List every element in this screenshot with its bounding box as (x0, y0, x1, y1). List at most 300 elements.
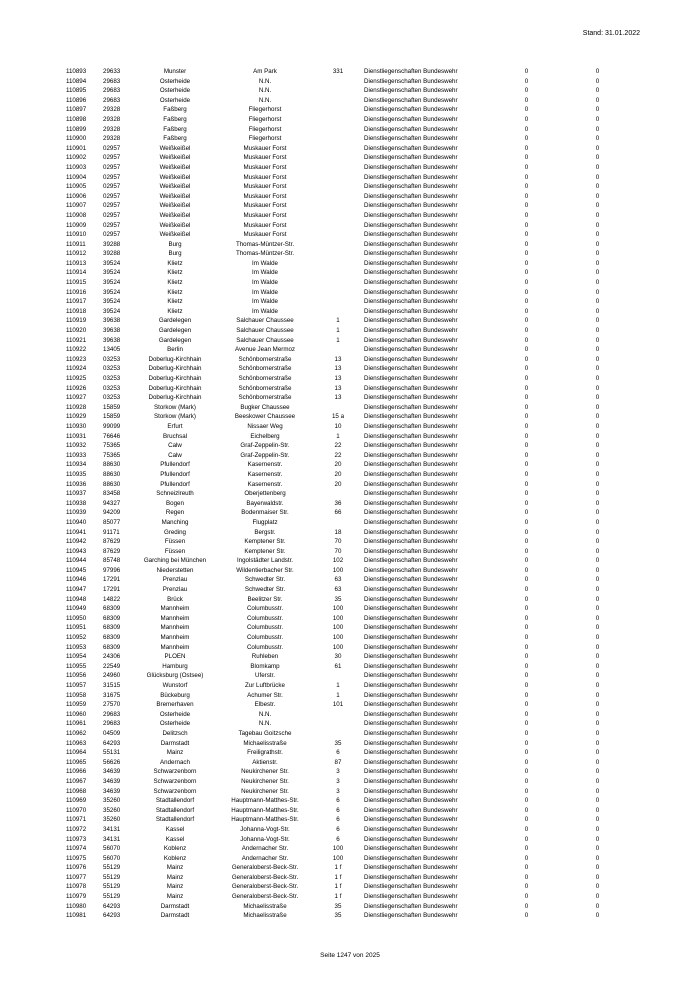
row-id-cell: 110913 (66, 259, 87, 267)
row-id-cell: 110911 (66, 240, 86, 248)
street-cell: Thomas-Müntzer-Str. (235, 240, 295, 248)
house-number-cell: 3 (336, 777, 340, 785)
table-row (63, 249, 633, 259)
postal-code-cell: 56626 (103, 758, 121, 766)
city-cell: Doberlug-Kirchhain (148, 365, 202, 373)
city-cell: Storkow (Mark) (154, 413, 196, 421)
house-number-cell: 100 (332, 854, 344, 862)
value-b-cell: 0 (595, 768, 600, 776)
postal-code-cell: 39524 (103, 259, 121, 267)
city-cell: Doberlug-Kirchhain (148, 375, 202, 382)
city-cell: Bruchsal (162, 432, 188, 440)
value-b-cell: 0 (595, 806, 600, 814)
row-id-cell: 110935 (66, 470, 87, 478)
city-cell: Brück (167, 595, 183, 603)
row-id-cell: 110965 (66, 758, 87, 766)
city-cell: Schwarzenborn (153, 768, 197, 776)
postal-code-cell: 64293 (103, 912, 121, 920)
table-row (63, 854, 633, 864)
house-number-cell: 20 (334, 480, 342, 488)
value-a-cell: 0 (524, 490, 529, 498)
category-cell: Dienstliegenschaften Bundeswehr (364, 68, 458, 75)
table-row (63, 86, 633, 96)
street-cell: Am Park (253, 68, 277, 75)
category-cell: Dienstliegenschaften Bundeswehr (364, 662, 458, 670)
table-row (63, 662, 633, 672)
postal-code-cell: 88630 (103, 461, 121, 469)
category-cell: Dienstliegenschaften Bundeswehr (364, 211, 458, 219)
row-id-cell: 110921 (66, 336, 87, 344)
value-a-cell: 0 (524, 250, 529, 258)
street-cell: Uferstr. (255, 672, 275, 680)
table-row (63, 892, 633, 902)
house-number-cell: 70 (334, 547, 342, 555)
table-row (63, 288, 633, 298)
table-row (63, 585, 633, 595)
city-cell: Weißkeißel (159, 211, 191, 219)
street-cell: Muskauer Forst (243, 221, 287, 229)
row-id-cell: 110971 (66, 816, 87, 824)
row-id-cell: 110903 (66, 163, 87, 171)
row-id-cell: 110947 (66, 586, 87, 594)
row-id-cell: 110907 (66, 202, 87, 210)
value-b-cell: 0 (595, 682, 600, 689)
postal-code-cell: 29683 (103, 77, 121, 85)
city-cell: Delitzsch (162, 729, 188, 737)
table-row (63, 806, 633, 816)
table-row (63, 652, 633, 662)
row-id-cell: 110917 (66, 298, 87, 306)
row-id-cell: 110926 (66, 384, 87, 392)
row-id-cell: 110906 (66, 192, 87, 200)
house-number-cell: 1 f (334, 893, 342, 901)
house-number-cell (315, 729, 361, 739)
row-id-cell: 110910 (66, 231, 87, 239)
value-a-cell: 0 (524, 595, 529, 603)
table-row (63, 230, 633, 240)
house-number-cell: 6 (336, 816, 340, 824)
street-cell: Muskauer Forst (243, 211, 287, 219)
house-number-cell: 70 (334, 538, 342, 546)
row-id-cell: 110909 (66, 221, 87, 229)
category-cell: Dienstliegenschaften Bundeswehr (364, 470, 458, 478)
street-cell: Schwedter Str. (244, 586, 286, 594)
row-id-cell: 110896 (66, 96, 87, 104)
house-number-cell (315, 719, 361, 729)
house-number-cell: 63 (334, 586, 342, 594)
table-row (63, 345, 633, 355)
house-number-cell (315, 278, 361, 288)
postal-code-cell: 88630 (103, 470, 121, 478)
city-cell: Weißkeißel (159, 192, 191, 200)
city-cell: Faßberg (163, 125, 187, 133)
postal-code-cell: 02957 (103, 173, 121, 181)
city-cell: Prenzlau (162, 576, 188, 584)
table-row (63, 105, 633, 115)
value-b-cell: 0 (595, 115, 600, 123)
postal-code-cell: 56070 (103, 854, 121, 862)
city-cell: Glücksburg (Ostsee) (146, 672, 204, 680)
value-b-cell: 0 (595, 624, 600, 632)
category-cell: Dienstliegenschaften Bundeswehr (364, 586, 458, 594)
street-cell: N.N. (258, 77, 272, 85)
house-number-cell: 13 (334, 365, 342, 373)
value-a-cell: 0 (524, 797, 529, 805)
street-cell: Muskauer Forst (243, 163, 287, 171)
postal-code-cell: 02957 (103, 144, 121, 152)
table-row (63, 259, 633, 269)
table-row (63, 326, 633, 336)
table-row (63, 633, 633, 643)
table-row (63, 643, 633, 653)
category-cell: Dienstliegenschaften Bundeswehr (364, 259, 458, 267)
city-cell: Munster (163, 68, 187, 75)
value-b-cell: 0 (595, 183, 600, 191)
postal-code-cell: 64293 (103, 739, 121, 747)
row-id-cell: 110918 (66, 307, 87, 315)
category-cell: Dienstliegenschaften Bundeswehr (364, 653, 458, 661)
value-a-cell: 0 (524, 422, 529, 430)
table-row (63, 547, 633, 557)
street-cell: Neukirchener Str. (241, 777, 289, 785)
value-a-cell: 0 (524, 442, 529, 450)
row-id-cell: 110905 (66, 183, 87, 191)
row-id-cell: 110975 (66, 854, 87, 862)
table-row (63, 623, 633, 633)
value-b-cell: 0 (595, 96, 600, 104)
house-number-cell (315, 240, 361, 250)
row-id-cell: 110916 (66, 288, 87, 296)
city-cell: Mannheim (160, 605, 190, 613)
city-cell: Füssen (164, 547, 186, 555)
table-row (63, 863, 633, 873)
house-number-cell: 13 (334, 384, 342, 392)
city-cell: Faßberg (163, 115, 187, 123)
table-row (63, 604, 633, 614)
street-cell: Blomkamp (250, 662, 280, 670)
table-row (63, 144, 633, 154)
row-id-cell: 110969 (66, 797, 87, 805)
table-row (63, 614, 633, 624)
table-body (63, 67, 633, 921)
street-cell: Schönbornerstraße (238, 384, 292, 392)
row-id-cell: 110898 (66, 115, 87, 123)
value-a-cell: 0 (524, 461, 529, 469)
house-number-cell: 1 f (334, 873, 342, 881)
table-row (63, 163, 633, 173)
row-id-cell: 110954 (66, 653, 87, 661)
street-cell: Columbusstr. (246, 643, 284, 651)
house-number-cell: 30 (334, 653, 342, 661)
postal-code-cell: 34639 (103, 787, 121, 795)
value-a-cell: 0 (524, 586, 529, 594)
postal-code-cell: 91171 (103, 528, 120, 536)
value-b-cell: 0 (595, 893, 600, 901)
city-cell: Bückeburg (160, 691, 190, 699)
house-number-cell (315, 115, 361, 125)
house-number-cell (315, 144, 361, 154)
category-cell: Dienstliegenschaften Bundeswehr (364, 346, 458, 354)
house-number-cell: 1 f (334, 883, 342, 891)
table-row (63, 528, 633, 538)
category-cell: Dienstliegenschaften Bundeswehr (364, 845, 458, 853)
row-id-cell: 110940 (66, 518, 87, 526)
row-id-cell: 110976 (66, 864, 87, 872)
row-id-cell: 110920 (66, 327, 87, 335)
value-b-cell: 0 (595, 672, 600, 680)
house-number-cell (315, 307, 361, 317)
category-cell: Dienstliegenschaften Bundeswehr (364, 77, 458, 85)
city-cell: Mannheim (160, 634, 190, 642)
city-cell: Doberlug-Kirchhain (148, 394, 202, 402)
value-a-cell: 0 (524, 68, 529, 75)
category-cell: Dienstliegenschaften Bundeswehr (364, 115, 458, 123)
house-number-cell: 3 (336, 787, 340, 795)
postal-code-cell: 68309 (103, 614, 121, 622)
value-a-cell: 0 (524, 528, 529, 536)
postal-code-cell: 29328 (103, 106, 121, 114)
row-id-cell: 110915 (66, 279, 87, 287)
row-id-cell: 110943 (66, 547, 87, 555)
street-cell: Generaloberst-Beck-Str. (231, 893, 299, 901)
value-a-cell: 0 (524, 749, 529, 757)
row-id-cell: 110902 (66, 154, 87, 162)
row-id-cell: 110936 (66, 480, 87, 488)
postal-code-cell: 35260 (103, 806, 121, 814)
city-cell: Weißkeißel (159, 144, 191, 152)
value-a-cell: 0 (524, 317, 529, 325)
table-row (63, 681, 633, 691)
row-id-cell: 110924 (66, 365, 87, 373)
postal-code-cell: 55129 (103, 883, 121, 891)
house-number-cell: 15 a (331, 413, 345, 421)
row-id-cell: 110919 (66, 317, 87, 325)
row-id-cell: 110933 (66, 451, 87, 459)
street-cell: Generaloberst-Beck-Str. (231, 883, 299, 891)
postal-code-cell: 68309 (103, 605, 121, 613)
value-b-cell: 0 (595, 384, 600, 392)
value-a-cell: 0 (524, 211, 529, 219)
postal-code-cell: 83458 (103, 490, 121, 498)
postal-code-cell: 85748 (103, 557, 121, 565)
street-cell: Bugker Chaussee (240, 403, 290, 411)
street-cell: Michaelisstraße (243, 912, 287, 920)
street-cell: Columbusstr. (246, 634, 284, 642)
row-id-cell: 110904 (66, 173, 87, 181)
city-cell: Weißkeißel (159, 183, 191, 191)
postal-code-cell: 02957 (103, 211, 121, 219)
street-cell: Im Walde (252, 288, 278, 296)
category-cell: Dienstliegenschaften Bundeswehr (364, 566, 458, 574)
table-row (63, 460, 633, 470)
street-cell: Muskauer Forst (243, 173, 287, 181)
table-row (63, 125, 633, 135)
value-b-cell: 0 (595, 144, 600, 152)
value-b-cell: 0 (595, 576, 600, 584)
house-number-cell: 1 (336, 317, 340, 325)
value-b-cell: 0 (595, 365, 600, 373)
value-a-cell: 0 (524, 173, 529, 181)
category-cell: Dienstliegenschaften Bundeswehr (364, 720, 458, 728)
category-cell: Dienstliegenschaften Bundeswehr (364, 893, 458, 901)
house-number-cell: 20 (334, 461, 342, 469)
row-id-cell: 110927 (66, 394, 87, 402)
category-cell: Dienstliegenschaften Bundeswehr (364, 413, 458, 421)
street-cell: Avenue Jean Mermoz (234, 346, 296, 354)
street-cell: Wildentierbacher Str. (236, 566, 294, 574)
value-b-cell: 0 (595, 307, 600, 315)
value-a-cell: 0 (524, 96, 529, 104)
street-cell: Im Walde (252, 298, 278, 306)
house-number-cell: 13 (334, 394, 342, 402)
value-b-cell: 0 (595, 317, 600, 325)
row-id-cell: 110961 (66, 720, 87, 728)
street-cell: Generaloberst-Beck-Str. (231, 873, 299, 881)
category-cell: Dienstliegenschaften Bundeswehr (364, 317, 458, 325)
house-number-cell: 1 (336, 327, 340, 335)
street-cell: Kemptener Str. (244, 538, 286, 546)
value-b-cell: 0 (595, 787, 600, 795)
table-row (63, 575, 633, 585)
row-id-cell: 110970 (66, 806, 87, 814)
value-a-cell: 0 (524, 845, 529, 853)
row-id-cell: 110980 (66, 902, 87, 910)
category-cell: Dienstliegenschaften Bundeswehr (364, 518, 458, 526)
table-row (63, 719, 633, 729)
postal-code-cell: 29683 (103, 87, 121, 95)
street-cell: Aktienstr. (252, 758, 278, 766)
value-a-cell: 0 (524, 327, 529, 335)
postal-code-cell: 29683 (103, 710, 121, 718)
value-a-cell: 0 (524, 355, 529, 363)
row-id-cell: 110981 (66, 912, 87, 920)
value-b-cell: 0 (595, 854, 600, 862)
postal-code-cell: 87629 (103, 538, 121, 546)
value-b-cell: 0 (595, 269, 600, 277)
house-number-cell: 22 (334, 442, 342, 450)
value-a-cell: 0 (524, 77, 529, 85)
row-id-cell: 110950 (66, 614, 87, 622)
house-number-cell: 1 (336, 682, 340, 689)
city-cell: Osterheide (159, 96, 191, 104)
value-a-cell: 0 (524, 701, 529, 709)
table-row (63, 700, 633, 710)
category-cell: Dienstliegenschaften Bundeswehr (364, 643, 458, 651)
table-row (63, 480, 633, 490)
city-cell: Mainz (166, 749, 184, 757)
house-number-cell (315, 710, 361, 720)
street-cell: Im Walde (252, 259, 278, 267)
value-b-cell: 0 (595, 240, 600, 248)
house-number-cell: 6 (336, 825, 340, 833)
street-cell: Schwedter Str. (244, 576, 286, 584)
postal-code-cell: 02957 (103, 221, 121, 229)
value-b-cell: 0 (595, 816, 600, 824)
table-row (63, 422, 633, 432)
city-cell: Hamburg (162, 662, 188, 670)
value-b-cell: 0 (595, 336, 600, 344)
street-cell: Andernacher Str. (241, 845, 289, 853)
table-row (63, 153, 633, 163)
street-cell: Beelitzer Str. (247, 595, 283, 603)
table-row (63, 412, 633, 422)
postal-code-cell: 39524 (103, 269, 121, 277)
row-id-cell: 110968 (66, 787, 87, 795)
value-a-cell: 0 (524, 614, 529, 622)
house-number-cell: 100 (332, 643, 344, 651)
house-number-cell (315, 671, 361, 681)
table-row (63, 911, 633, 921)
table-row (63, 192, 633, 202)
value-b-cell: 0 (595, 538, 600, 546)
row-id-cell: 110956 (66, 672, 87, 680)
value-a-cell: 0 (524, 816, 529, 824)
street-cell: N.N. (258, 87, 272, 95)
city-cell: Pfullendorf (160, 461, 190, 469)
table-row (63, 134, 633, 144)
house-number-cell: 13 (334, 355, 342, 363)
street-cell: Schönbornerstraße (238, 394, 292, 402)
table-row (63, 835, 633, 845)
row-id-cell: 110914 (66, 269, 87, 277)
value-b-cell: 0 (595, 845, 600, 853)
table-row (63, 873, 633, 883)
postal-code-cell: 39524 (103, 298, 121, 306)
postal-code-cell: 88630 (103, 480, 121, 488)
row-id-cell: 110930 (66, 422, 87, 430)
city-cell: Darmstadt (160, 739, 190, 747)
house-number-cell: 3 (336, 768, 340, 776)
category-cell: Dienstliegenschaften Bundeswehr (364, 509, 458, 517)
row-id-cell: 110908 (66, 211, 87, 219)
street-cell: Im Walde (252, 269, 278, 277)
category-cell: Dienstliegenschaften Bundeswehr (364, 480, 458, 488)
city-cell: Doberlug-Kirchhain (148, 355, 202, 363)
value-b-cell: 0 (595, 211, 600, 219)
value-a-cell: 0 (524, 202, 529, 210)
value-a-cell: 0 (524, 221, 529, 229)
value-a-cell: 0 (524, 672, 529, 680)
street-cell: Eichelberg (250, 432, 280, 440)
table-row (63, 201, 633, 211)
row-id-cell: 110932 (66, 442, 87, 450)
street-cell: Hauptmann-Matthes-Str. (231, 816, 299, 824)
city-cell: Darmstadt (160, 902, 190, 910)
city-cell: Gardelegen (158, 336, 192, 344)
category-cell: Dienstliegenschaften Bundeswehr (364, 192, 458, 200)
category-cell: Dienstliegenschaften Bundeswehr (364, 269, 458, 277)
house-number-cell: 1 f (334, 864, 342, 872)
row-id-cell: 110948 (66, 595, 87, 603)
value-a-cell: 0 (524, 231, 529, 239)
value-a-cell: 0 (524, 87, 529, 95)
street-cell: Im Walde (252, 307, 278, 315)
table-row (63, 748, 633, 758)
value-a-cell: 0 (524, 144, 529, 152)
category-cell: Dienstliegenschaften Bundeswehr (364, 451, 458, 459)
street-cell: Elbestr. (254, 701, 276, 709)
value-b-cell: 0 (595, 701, 600, 709)
value-a-cell: 0 (524, 605, 529, 613)
postal-code-cell: 24960 (103, 672, 121, 680)
postal-code-cell: 39288 (103, 240, 121, 248)
postal-code-cell: 55131 (103, 749, 121, 757)
street-cell: Freiligrathstr. (247, 749, 283, 757)
category-cell: Dienstliegenschaften Bundeswehr (364, 576, 458, 584)
city-cell: Schneizlreuth (156, 490, 194, 498)
category-cell: Dienstliegenschaften Bundeswehr (364, 749, 458, 757)
city-cell: Schwarzenborn (153, 787, 197, 795)
